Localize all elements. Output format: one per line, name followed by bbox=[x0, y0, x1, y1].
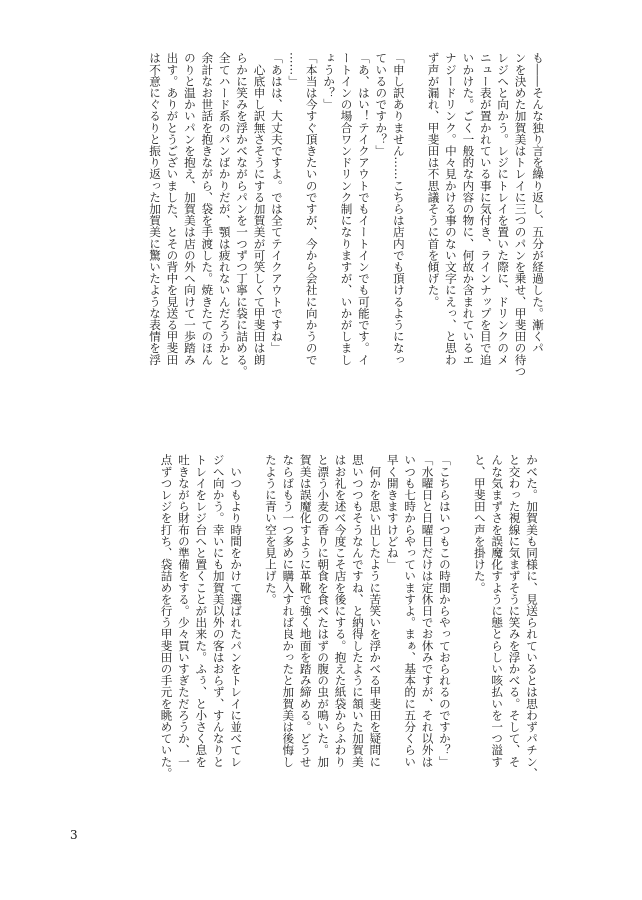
text-line: かべた。加賀美も同様に、見送られているとは思わずパチン、 bbox=[525, 454, 539, 779]
text-line: 心底申し訳無さそうにする加賀美が可笑しくて甲斐田は朗 bbox=[252, 52, 267, 366]
text-line: ートインの場合ワンドリンク制になりますが、いかがしまし bbox=[339, 52, 354, 366]
text-line: ナジードリンク。中々見かける事のない文字にえっ、と思わ bbox=[443, 52, 458, 366]
text-line: 余計なお世話を抱きながら、袋を手渡した。焼きたてのほん bbox=[200, 52, 215, 366]
text-line: と交わった視線に気まずそうに笑みを浮かべる。そして、そ bbox=[507, 454, 522, 768]
text-line: のりと温かいパンを抱え、加賀美は店の外へ向けて一歩踏み bbox=[182, 52, 197, 366]
text-line: ……」 bbox=[287, 52, 302, 87]
page-number: 3 bbox=[70, 828, 78, 842]
text-line: ならばもう一つ多めに購入すれば良かったと加賀美は後悔し bbox=[281, 454, 296, 768]
text-line: ニュー表が置かれている事に気付き、ラインナップを目で追 bbox=[478, 52, 493, 366]
text-line: 早く開きますけどね」 bbox=[385, 454, 400, 570]
text-line: 「申し訳ありません……こちらは店内でも頂けるようになっ bbox=[391, 52, 406, 366]
text-line: は不意にぐるりと振り返った加賀美に驚いたような表情を浮 bbox=[148, 52, 163, 366]
text-line: 思いつつもそうなんですね、と納得したように頷いた加賀美 bbox=[350, 454, 365, 768]
text-line: らかに笑みを浮かべながらパンを一つずつ丁寧に袋に詰める。 bbox=[235, 52, 250, 377]
text-line: 「あはは、大丈夫ですよ。では全てテイクアウトですね」 bbox=[269, 52, 284, 354]
text-line: レジへと向かう。レジにトレイを置いた際に、ドリンクのメ bbox=[496, 52, 511, 366]
text-line: ジへ向かう。幸いにも加賀美以外の客はおらず、すんなりと bbox=[211, 454, 226, 768]
text-line: と漂う小麦の香りに朝食を食べたはずの腹の虫が鳴いた。加 bbox=[316, 454, 331, 768]
text-line: ず声が漏れ、甲斐田は不思議そうに首を傾げた。 bbox=[426, 52, 441, 308]
paragraph-break bbox=[453, 454, 470, 806]
paragraph-break bbox=[244, 454, 261, 806]
text-line: いかけた。ごく一般的な内容の物に、何故か含まれているエ bbox=[461, 52, 476, 366]
text-line: 点ずつレジを打ち、袋詰めを行う甲斐田の手元を眺めていた。 bbox=[159, 454, 174, 779]
upper-text-column bbox=[76, 52, 546, 404]
text-line: ょうか？」 bbox=[322, 52, 337, 110]
text-line: 「こちらはいつもこの時間からやっておられるのですか？」 bbox=[437, 454, 452, 768]
text-line: ているのですか？」 bbox=[374, 52, 389, 157]
text-line: 出す。ありがとうございました、とその背中を見送る甲斐田 bbox=[165, 52, 180, 366]
text-line: いつもより時間をかけて選ばれたパンをトレイに並べてレ bbox=[229, 454, 244, 768]
text-line: ンを決めた加賀美はトレイに三つのパンを乗せ、甲斐田の待つ bbox=[513, 52, 528, 377]
text-line: んな気まずさを誤魔化すように態とらしい咳払いを一つ溢す bbox=[490, 454, 505, 768]
text-line: たように青い空を見上げた。 bbox=[263, 454, 278, 605]
text-line: と、甲斐田へ声を掛けた。 bbox=[472, 454, 487, 594]
text-line: 全てハード系のパンばかりだが、顎は疲れないんだろうかと bbox=[217, 52, 232, 366]
text-line: 「水曜日と日曜日だけは定休日でお休みですが、それ以外は bbox=[420, 454, 435, 768]
text-line: いつも七時からやっていますよ。まぁ、基本的に五分くらい bbox=[403, 454, 418, 768]
text-line: はお礼を述べ今度こそ店を後にする。抱えた紙袋からふわり bbox=[333, 454, 348, 768]
text-line: 「あ、はい！テイクアウトでもイートインでも可能です。イ bbox=[356, 52, 371, 366]
text-line: も――そんな独り言を繰り返し、五分が経過した。漸くパ bbox=[531, 52, 545, 354]
text-line: 「本当は今すぐ頂きたいのですが、今から会社に向かうので bbox=[304, 52, 319, 366]
paragraph-break bbox=[407, 52, 424, 404]
lower-text-column bbox=[110, 454, 540, 806]
text-line: 賀美は誤魔化すように革靴で強く地面を踏み締める。どうせ bbox=[298, 454, 313, 768]
text-line: 吐きながら財布の準備をする。少々買いすぎただろうか、一 bbox=[176, 454, 191, 768]
text-line: 何かを思い出したように苦笑いを浮かべる甲斐田を疑問に bbox=[368, 454, 383, 768]
text-line: トレイをレジ台へと置くことが出来た。ふぅ、と小さく息を bbox=[194, 454, 209, 768]
